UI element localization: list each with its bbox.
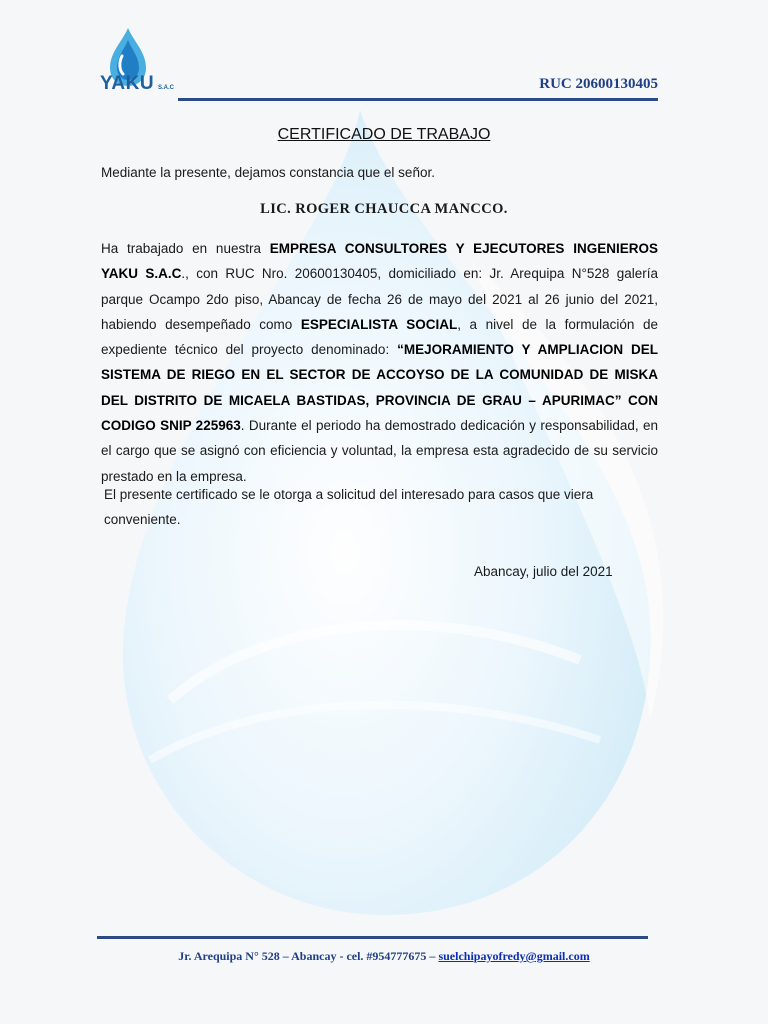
body-paragraph	[101, 236, 658, 489]
closing-text: El presente certificado se le otorga a solicitud del interesado para casos que viera conveniente.	[104, 487, 594, 528]
body-text-2: ., con RUC Nro. 20600130405, domiciliado en: Jr. Arequipa N°528 galería parque Ocampo 2do piso, Abancay de fecha 26 de mayo del 2021 al 26 junio del 2021, habiendo desempeñado como	[101, 266, 658, 332]
footer-address: Jr. Arequipa N° 528 – Abancay - cel. #954777675 –	[178, 949, 439, 963]
body-text-3: , a nivel de la formulación de expediente técnico del proyecto denominado:	[101, 316, 658, 358]
company-name: EMPRESA CONSULTORES Y EJECUTORES INGENIEROS YAKU S.A.C	[101, 241, 658, 282]
body-text-4: . Durante el periodo ha demostrado dedicación y responsabilidad, en el cargo que se asignó con eficiencia y voluntad, la empresa esta agradecido de su servicio prestado en la empresa.	[101, 418, 658, 484]
intro-text: Mediante la presente, dejamos constancia que el señor.	[101, 165, 435, 180]
logo-wordmark: YAKU	[100, 73, 155, 94]
logo-suffix: S.A.C	[158, 85, 175, 91]
footer-email-link[interactable]: suelchipayofredy@gmail.com	[438, 949, 590, 963]
document-title: CERTIFICADO DE TRABAJO	[277, 126, 491, 143]
ruc-number: RUC 20600130405	[539, 76, 658, 92]
person-name: LIC. ROGER CHAUCCA MANCCO.	[260, 201, 508, 217]
document-date: Abancay, julio del 2021	[474, 564, 613, 579]
footer	[0, 949, 768, 964]
body-text-1: Ha trabajado en nuestra	[101, 241, 270, 256]
role-name: ESPECIALISTA SOCIAL	[300, 316, 458, 332]
header-divider	[178, 98, 658, 101]
project-name: “MEJORAMIENTO Y AMPLIACION DEL SISTEMA DE RIEGO EN EL SECTOR DE ACCOYSO DE LA COMUNIDAD DE MISKA DEL DISTRITO DE MICAELA BASTIDAS, PROVINCIA DE GRAU – APURIMAC” CON CODIGO SNIP 225963	[101, 342, 658, 434]
footer-divider	[97, 936, 648, 939]
